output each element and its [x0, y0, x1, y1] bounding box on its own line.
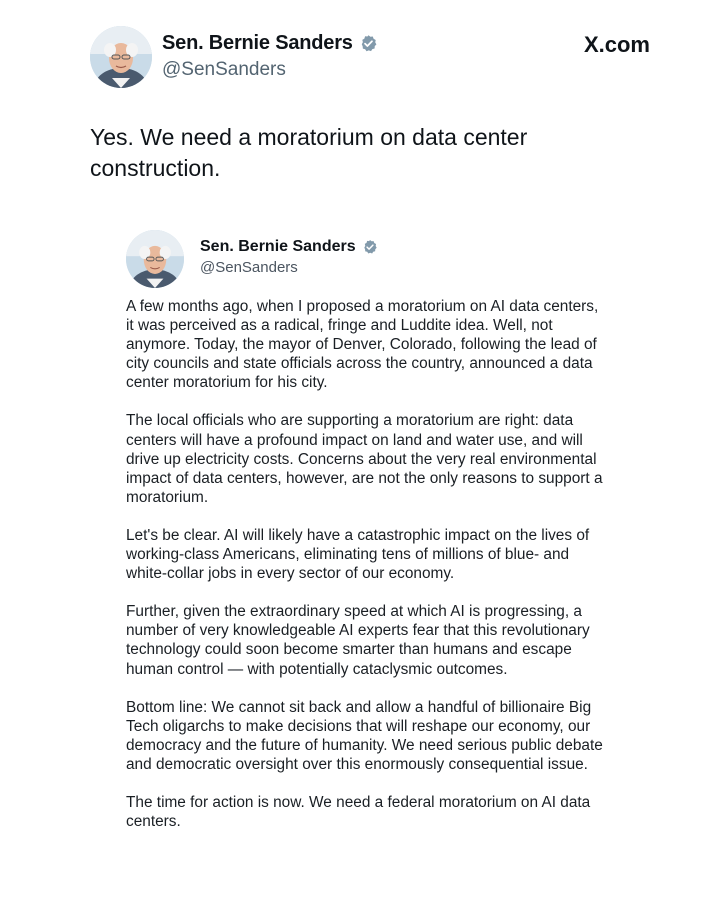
avatar-photo-icon	[126, 230, 184, 288]
author-name[interactable]: Sen. Bernie Sanders	[162, 32, 353, 54]
author-name-row	[162, 32, 378, 55]
author-avatar[interactable]	[90, 26, 152, 88]
avatar-photo-icon	[90, 26, 152, 88]
quoted-author-name[interactable]: Sen. Bernie Sanders	[200, 238, 356, 255]
author-info	[162, 32, 378, 81]
verified-badge-icon	[362, 239, 378, 255]
quoted-post[interactable]	[126, 228, 606, 850]
tweet-text: Yes. We need a moratorium on data center construction.	[90, 124, 528, 181]
site-logo: X.com	[583, 32, 650, 57]
quoted-body	[126, 297, 606, 831]
quoted-author-handle[interactable]: @SenSanders	[200, 259, 298, 276]
quoted-paragraph: Further, given the extraordinary speed at which AI is progressing, a number of very knowledgeable AI experts fear that this revolutionary technology could soon become smarter than humans and escape human control — with potentially cataclysmic outcomes.	[126, 603, 590, 678]
quoted-paragraph: The local officials who are supporting a moratorium are right: data centers will have a profound impact on land and water use, and will drive up electricity costs. Concerns about the very real environmental impact of data centers, however, are not the only reasons to support a moratorium.	[126, 412, 603, 506]
quoted-paragraph: The time for action is now. We need a federal moratorium on AI data centers.	[126, 793, 591, 831]
quoted-author-info	[200, 238, 378, 276]
author-handle[interactable]: @SenSanders	[162, 59, 286, 80]
quoted-header	[126, 228, 606, 292]
tweet-header	[90, 26, 650, 90]
quoted-paragraph: Let's be clear. AI will likely have a catastrophic impact on the lives of working-class Americans, eliminating tens of millions of blue- and white-collar jobs in every sector of our economy.	[126, 526, 590, 583]
quoted-author-avatar[interactable]	[126, 230, 184, 288]
quoted-paragraph: Bottom line: We cannot sit back and allow a handful of billionaire Big Tech oligarchs to make decisions that will reshape our economy, our democracy and the future of humanity. We need serious public debate and democratic oversight over this enormously consequential issue.	[126, 698, 603, 773]
quoted-name-row	[200, 238, 378, 256]
quoted-paragraph: A few months ago, when I proposed a moratorium on AI data centers, it was perceived as a radical, fringe and Luddite idea. Well, not anymore. Today, the mayor of Denver, Colorado, following the lead of city councils and state officials across the country, announced a data center moratorium for his city.	[126, 298, 599, 392]
verified-badge-icon	[359, 34, 378, 53]
